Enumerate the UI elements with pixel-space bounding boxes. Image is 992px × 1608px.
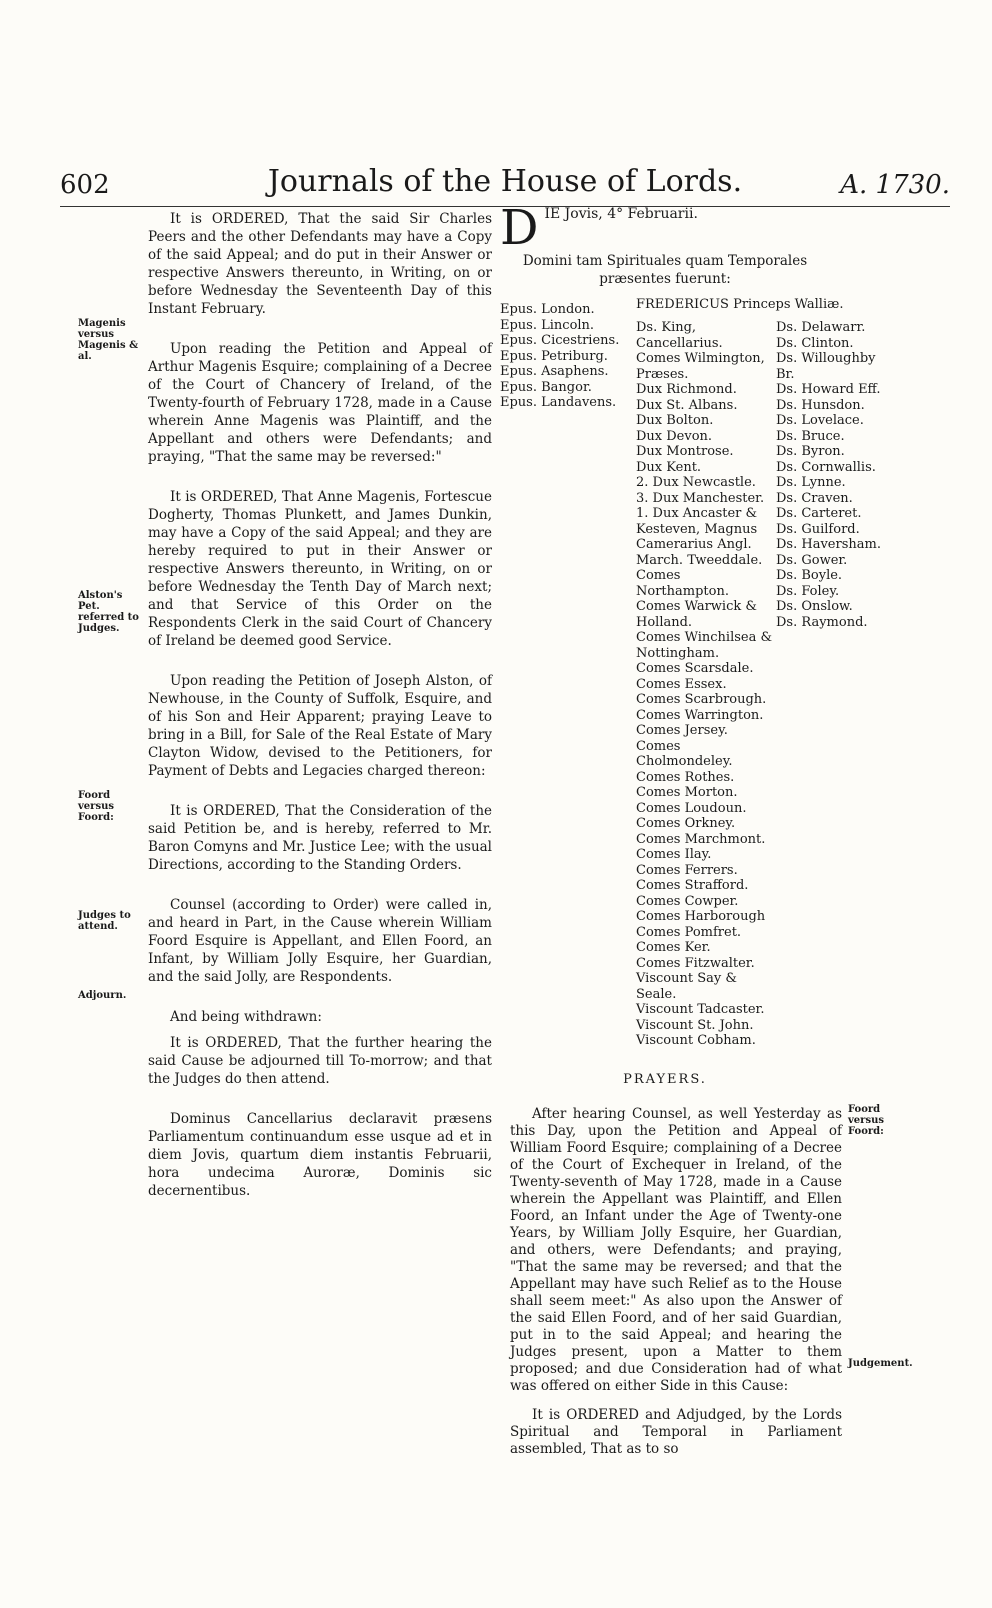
baron-entry: Ds. Raymond. xyxy=(776,614,868,630)
baron-entry: Ds. Willoughby Br. xyxy=(776,351,876,382)
lord-entry: Viscount Say & Seale. xyxy=(636,971,737,1002)
lord-entry: Dux Bolton. xyxy=(636,413,714,428)
baron-entry: Ds. Lovelace. xyxy=(776,413,864,428)
page-year: A. 1730. xyxy=(840,170,950,200)
lord-entry: Comes Jersey. xyxy=(636,723,728,738)
margin-note-adjourn: Adjourn. xyxy=(78,990,127,1001)
lord-entry: Ds. King, Cancellarius. xyxy=(636,320,723,351)
lord-entry: Dux Kent. xyxy=(636,459,702,475)
sitting-date xyxy=(500,200,830,256)
bishop-entry: Epus. Petriburg. xyxy=(500,348,608,364)
lord-entry: Comes Cowper. xyxy=(636,893,739,909)
baron-entry: Ds. Haversham. xyxy=(776,537,881,552)
paragraph-alston-petition: Upon reading the Petition of Joseph Alston, of Newhouse, in the County of Suffolk, Esquire, and of his Son and Heir Apparent; praying Leave to bring in a Bill, for Sale of the Real Estate of Mary Clayton Widow, devised to the Petitioners, for Payment of Debts and Legacies charged thereon: xyxy=(148,673,492,779)
lord-entry: Comes Strafford. xyxy=(636,878,749,893)
margin-note-judges: Judges to attend. xyxy=(78,910,131,932)
bishop-entry: Epus. Lincoln. xyxy=(500,317,595,333)
lord-entry: Comes Warwick & Holland. xyxy=(636,599,757,630)
paragraph-foord-counsel: Counsel (according to Order) were called in, and heard in Part, in the Cause wherein William Foord Esquire is Appellant, and Ellen Foord, an Infant, by William Jolly Esquire, her Guardian, and the said Jolly, are Respondents. xyxy=(148,897,492,985)
lord-entry: Comes Marchmont. xyxy=(636,831,766,847)
lord-entry: Dux Montrose. xyxy=(636,444,734,459)
margin-note-alston: Alston's Pet. referred to Judges. xyxy=(78,590,139,634)
bishop-entry: Epus. London. xyxy=(500,302,595,317)
baron-entry: Ds. Craven. xyxy=(776,490,853,506)
paragraph-foord-judgment-preamble: After hearing Counsel, as well Yesterday as this Day, upon the Petition and Appeal of William Foord Esquire; complaining of a Decree of the Court of Exchequer in Ireland, of the Twenty-seventh of May 1728, made in a Cause wherein the Appellant was Plaintiff, and Ellen Foord, an Infant under the Age of Twenty-one Years, by William Jolly Esquire, her Guardian, and others, were Defendants; and praying, "That the same may be reversed; and that the Appellant may have such Relief as to the House shall seem meet:" As also upon the Answer of the said Ellen Foord, and of her said Guardian, put in to the said Appeal; and hearing the Judges present, upon a Matter to them proposed; and due Consideration had of what was offered on either Side in this Cause: xyxy=(510,1106,842,1394)
lord-entry: Comes Cholmondeley. xyxy=(636,738,733,769)
attendance-heading: Domini tam Spirituales quam Temporales præsentes fuerunt: xyxy=(522,253,808,287)
lord-entry: March. Tweeddale. xyxy=(636,552,763,568)
lord-entry: Viscount St. John. xyxy=(636,1017,754,1033)
baron-entry: Ds. Foley. xyxy=(776,583,840,599)
margin-note-magenis: Magenis versus Magenis & al. xyxy=(78,318,139,362)
lord-entry: Comes Warrington. xyxy=(636,707,764,723)
baron-entry: Ds. Carteret. xyxy=(776,506,862,521)
bishop-entry: Epus. Bangor. xyxy=(500,379,592,395)
lord-entry: Comes Ilay. xyxy=(636,847,712,862)
lord-entry: Comes Rothes. xyxy=(636,769,735,785)
prince-of-wales: FREDERICUS Princeps Walliæ. xyxy=(636,297,844,312)
lord-entry: Comes Ker. xyxy=(636,940,711,955)
lord-entry: Comes Essex. xyxy=(636,676,727,692)
lord-entry: 2. Dux Newcastle. xyxy=(636,475,756,490)
right-column-text xyxy=(510,1106,842,1470)
lord-entry: Comes Fitzwalter. xyxy=(636,955,755,971)
bishops-list xyxy=(500,302,630,411)
lord-entry: Comes Scarsdale. xyxy=(636,661,754,676)
baron-entry: Ds. Clinton. xyxy=(776,335,854,351)
baron-entry: Ds. Cornwallis. xyxy=(776,459,876,475)
baron-entry: Ds. Byron. xyxy=(776,444,845,459)
prayers-heading: PRAYERS. xyxy=(623,1072,707,1087)
lord-entry: Comes Ferrers. xyxy=(636,862,738,878)
barons-list xyxy=(776,320,896,630)
baron-entry: Ds. Guilford. xyxy=(776,521,860,537)
baron-entry: Ds. Onslow. xyxy=(776,599,853,614)
lord-entry: Comes Scarbrough. xyxy=(636,692,767,707)
baron-entry: Ds. Howard Eff. xyxy=(776,382,881,397)
left-column xyxy=(148,210,492,1222)
paragraph-magenis-order: It is ORDERED, That Anne Magenis, Fortescue Dogherty, Thomas Plunkett, and James Dunkin, may have a Copy of the said Appeal; and they are hereby required to put in their Answer or respective Answers thereunto, in Writing, on or before Wednesday the Tenth Day of March next; and that Service of this Order on the Respondents Clerk in the said Court of Chancery of Ireland be deemed good Service. xyxy=(148,489,492,649)
page-title: Journals of the House of Lords. xyxy=(267,164,743,199)
lord-entry: Comes Loudoun. xyxy=(636,800,747,816)
paragraph-withdrawn: And being withdrawn: xyxy=(170,1009,322,1025)
page-number: 602 xyxy=(60,170,110,200)
lord-entry: Viscount Cobham. xyxy=(636,1033,756,1048)
lord-entry: Viscount Tadcaster. xyxy=(636,1002,765,1017)
lord-entry: Comes Wilmington, Præses. xyxy=(636,351,765,382)
paragraph-magenis-petition: Upon reading the Petition and Appeal of Arthur Magenis Esquire; complaining of a Decree of the Court of Chancery of Ireland, of the Twenty-fourth of February 1728, made in a Cause wherein Anne Magenis was Plaintiff, and the Appellant and others were Defendants; and praying, "That the same may be reversed:" xyxy=(148,341,492,465)
margin-note-foord: Foord versus Foord: xyxy=(78,790,114,823)
baron-entry: Ds. Gower. xyxy=(776,552,848,568)
bishop-entry: Epus. Cicestriens. xyxy=(500,333,620,348)
baron-entry: Ds. Lynne. xyxy=(776,475,846,490)
baron-entry: Ds. Bruce. xyxy=(776,428,845,444)
paragraph-alston-order: It is ORDERED, That the Consideration of the said Petition be, and is hereby, referred to Mr. Baron Comyns and Mr. Justice Lee; with the usual Directions, according to the Standing Orders. xyxy=(148,803,492,873)
lord-entry: Comes Morton. xyxy=(636,785,738,800)
lord-entry: Dux St. Albans. xyxy=(636,397,738,413)
lord-entry: 3. Dux Manchester. xyxy=(636,490,765,506)
sitting-date-text: IE Jovis, 4° Februarii. xyxy=(544,206,698,222)
paragraph-adjourn: Dominus Cancellarius declaravit præsens Parliamentum continuandum esse usque ad et in diem Jovis, quartum diem instantis Februarii, hora undecima Auroræ, Dominis sic decernentibus. xyxy=(148,1111,492,1199)
baron-entry: Ds. Hunsdon. xyxy=(776,397,865,413)
lord-entry: Dux Richmond. xyxy=(636,382,737,397)
paragraph-peers-order: It is ORDERED, That the said Sir Charles Peers and the other Defendants may have a Copy of the said Appeal; and do put in their Answer or respective Answers thereunto, in Writing, on or before Wednesday the Seventeenth Day of this Instant February. xyxy=(148,211,492,317)
margin-note-foord-right: Foord versus Foord: xyxy=(848,1104,884,1137)
bishop-entry: Epus. Landavens. xyxy=(500,395,617,410)
paragraph-foord-judgment: It is ORDERED and Adjudged, by the Lords Spiritual and Temporal in Parliament assembled, That as to so xyxy=(510,1407,842,1457)
margin-note-judgement: Judgement. xyxy=(848,1358,913,1369)
baron-entry: Ds. Delawarr. xyxy=(776,320,866,335)
lord-entry: Comes Orkney. xyxy=(636,816,736,831)
lord-entry: Dux Devon. xyxy=(636,428,713,444)
lord-entry: Comes Northampton. xyxy=(636,568,729,599)
baron-entry: Ds. Boyle. xyxy=(776,568,843,583)
paragraph-judges-order: It is ORDERED, That the further hearing the said Cause be adjourned till To-morrow; and that the Judges do then attend. xyxy=(148,1035,492,1087)
lord-entry: Comes Winchilsea & Nottingham. xyxy=(636,630,773,661)
lord-entry: Comes Harborough xyxy=(636,909,766,924)
temporal-lords-list xyxy=(636,320,776,1049)
lord-entry: Comes Pomfret. xyxy=(636,924,742,940)
bishop-entry: Epus. Asaphens. xyxy=(500,364,609,379)
drop-cap: D xyxy=(500,200,539,256)
lord-entry: 1. Dux Ancaster & Kesteven, Magnus Camerarius Angl. xyxy=(636,506,758,552)
